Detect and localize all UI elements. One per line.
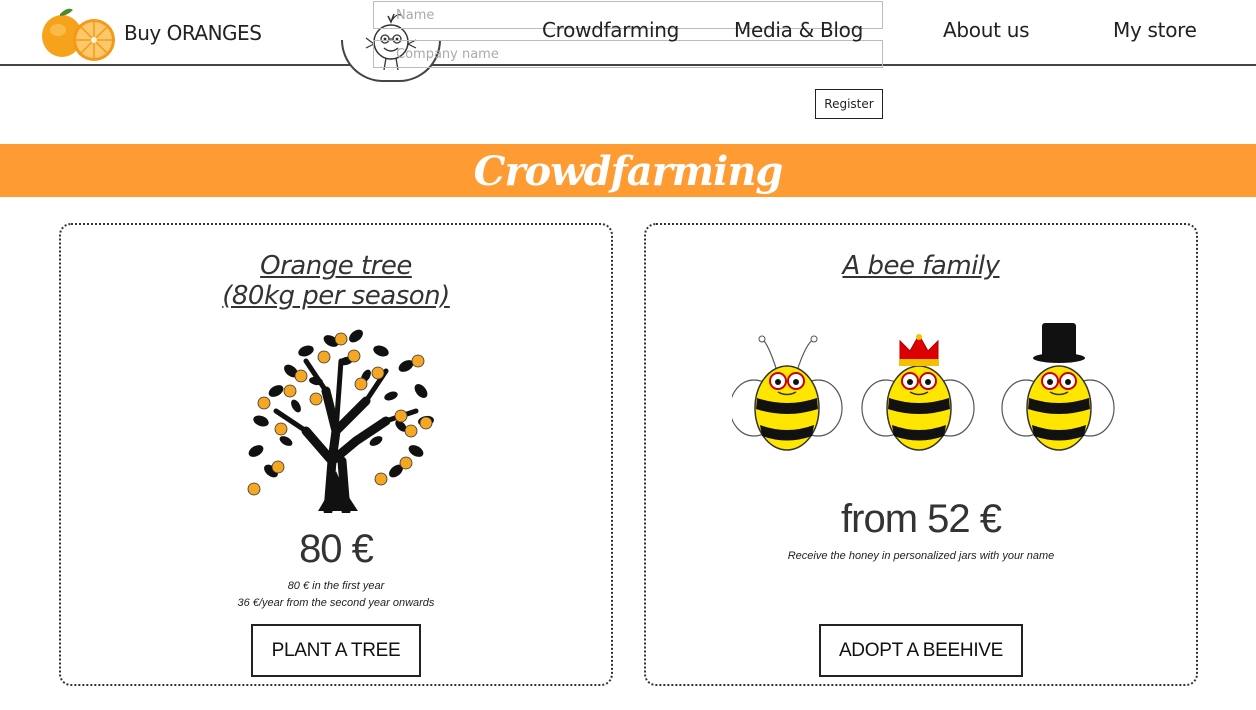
brand-name: Buy ORANGES xyxy=(124,21,262,45)
orange-tree-note-following-years: 36 €/year from the second year onwards xyxy=(237,597,435,609)
company-name-input[interactable] xyxy=(373,40,883,68)
orange-tree-title-line1: Orange tree xyxy=(260,251,412,281)
nav-crowdfarming[interactable]: Crowdfarming xyxy=(542,18,680,42)
brand-logo-link[interactable] xyxy=(40,4,261,62)
adopt-a-beehive-button[interactable]: ADOPT A BEEHIVE xyxy=(819,624,1023,677)
site-header xyxy=(0,0,1256,66)
orange-tree-price: 80 € xyxy=(299,527,373,571)
nav-my-store[interactable]: My store xyxy=(1113,18,1197,42)
orange-tree-title[interactable] xyxy=(61,251,611,311)
bee-family-note: Receive the honey in personalized jars with your name xyxy=(787,550,1055,562)
orange-tree-title-line2: (80kg per season) xyxy=(222,281,450,311)
nav-about-us[interactable]: About us xyxy=(943,18,1030,42)
bee-family-price: from 52 € xyxy=(841,497,1001,541)
orange-tree-icon xyxy=(236,321,441,513)
bee-family-card xyxy=(644,223,1198,686)
register-button[interactable]: Register xyxy=(815,89,883,119)
orange-tree-card xyxy=(59,223,613,686)
section-banner xyxy=(0,144,1256,197)
bee-family-icon xyxy=(732,313,1122,463)
bee-family-title[interactable]: A bee family xyxy=(842,251,1000,281)
nav-media-blog[interactable]: Media & Blog xyxy=(734,18,863,42)
plant-a-tree-button[interactable]: PLANT A TREE xyxy=(251,624,421,677)
orange-tree-note-first-year: 80 € in the first year xyxy=(287,580,385,592)
banner-title: Crowdfarming xyxy=(473,148,783,195)
oranges-icon xyxy=(40,4,118,62)
